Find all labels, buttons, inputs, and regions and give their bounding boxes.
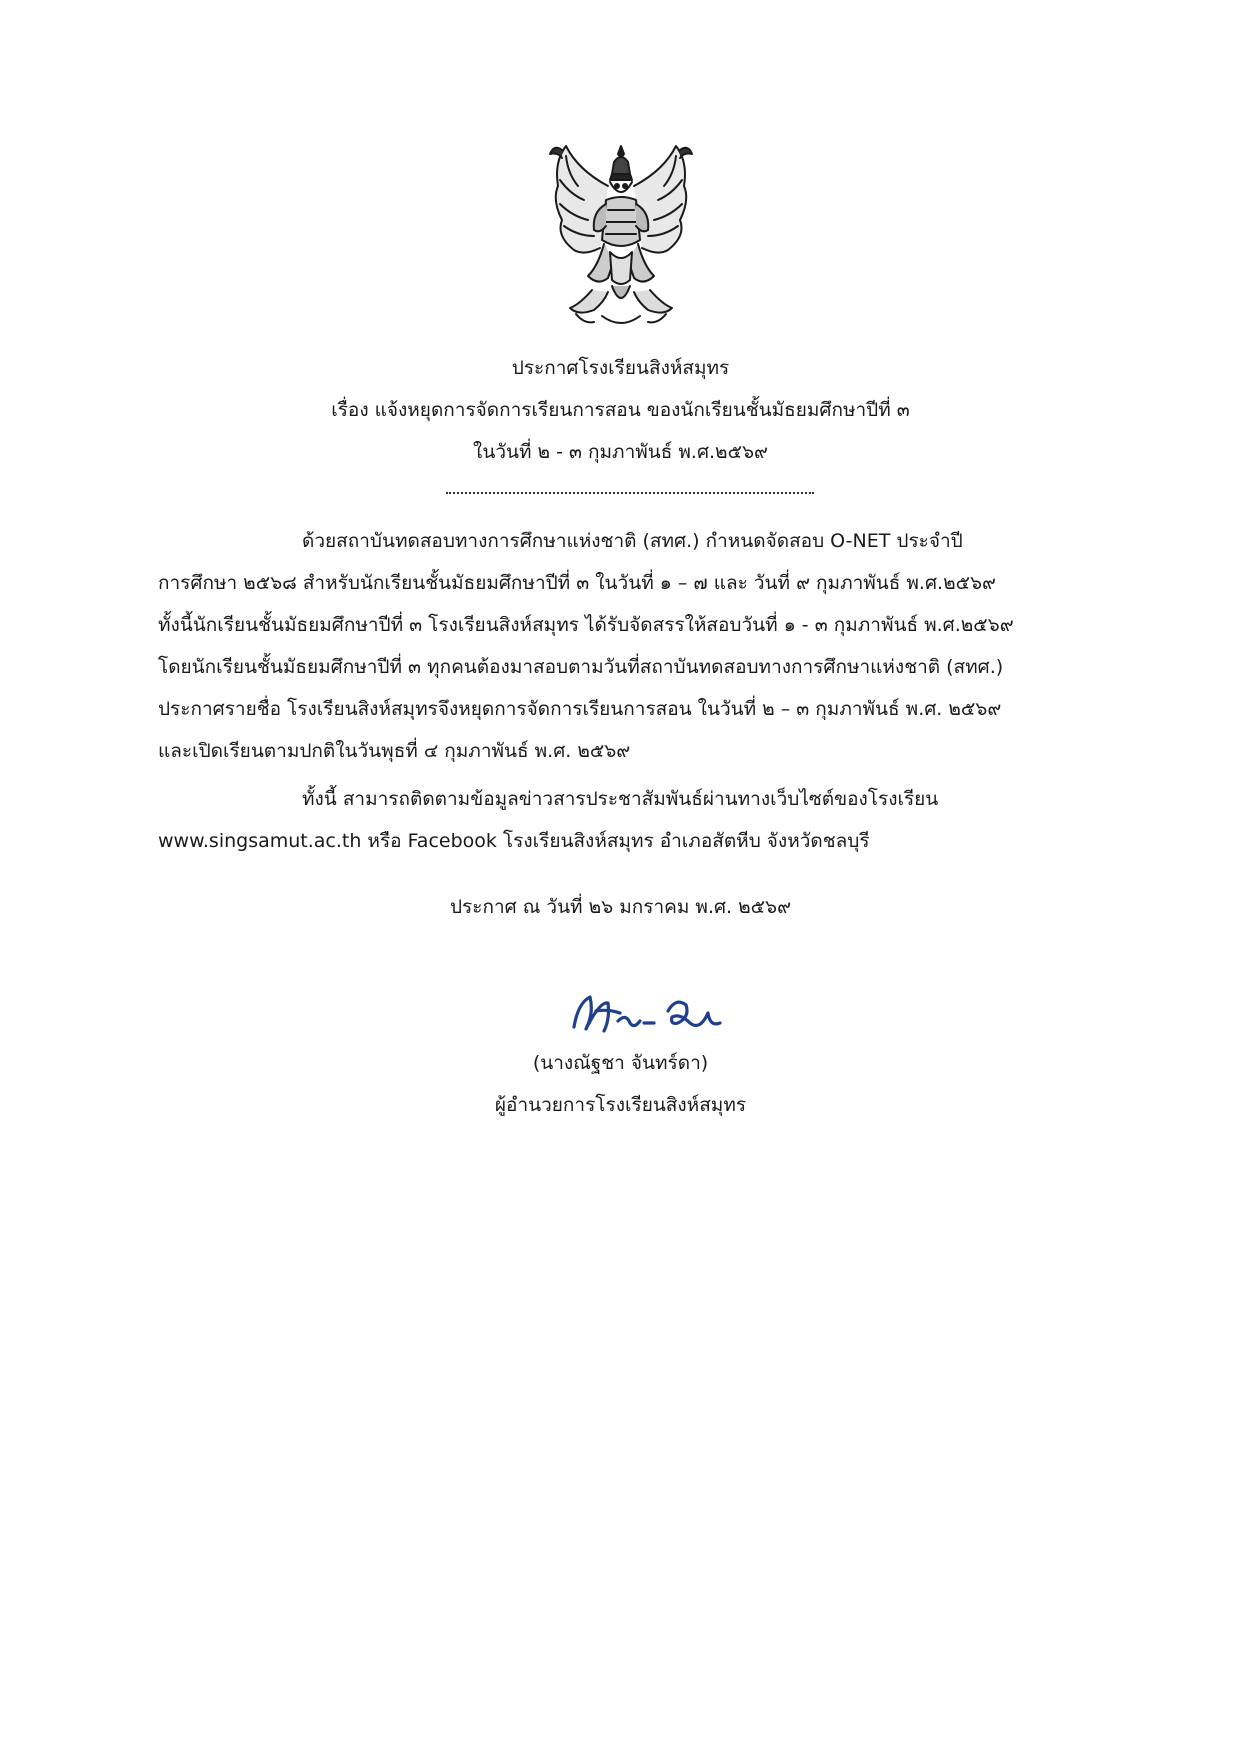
handwritten-signature-icon [560, 983, 730, 1043]
website-line: www.singsamut.ac.th หรือ Facebook โรงเรียนสิงห์สมุทร อำเภอสัตหีบ จังหวัดชลบุรี [158, 830, 870, 852]
signer-name: (นางณัฐชา จันทร์ดา) [532, 1052, 709, 1074]
paragraph-line: โดยนักเรียนชั้นมัธยมศึกษาปีที่ ๓ ทุกคนต้องมาสอบตามวันที่สถาบันทดสอบทางการศึกษาแห่งชาติ (สทศ.) [158, 656, 1004, 678]
paragraph-line: ด้วยสถาบันทดสอบทางการศึกษาแห่งชาติ (สทศ.) กำหนดจัดสอบ O-NET ประจำปี [302, 530, 963, 552]
paragraph-line: ทั้งนี้ สามารถติดตามข้อมูลข่าวสารประชาสัมพันธ์ผ่านทางเว็บไซต์ของโรงเรียน [302, 788, 939, 810]
announcement-date-range: ในวันที่ ๒ - ๓ กุมภาพันธ์ พ.ศ.๒๕๖๙ [473, 441, 768, 463]
paragraph-line: ประกาศรายชื่อ โรงเรียนสิงห์สมุทรจึงหยุดการจัดการเรียนการสอน ในวันที่ ๒ – ๓ กุมภาพันธ์ พ.ศ. ๒๕๖๙ [158, 698, 1002, 720]
signer-title: ผู้อำนวยการโรงเรียนสิงห์สมุทร [494, 1094, 747, 1116]
paragraph-line: และเปิดเรียนตามปกติในวันพุธที่ ๔ กุมภาพันธ์ พ.ศ. ๒๕๖๙ [158, 740, 631, 762]
announcement-subject: เรื่อง แจ้งหยุดการจัดการเรียนการสอน ของนักเรียนชั้นมัธยมศึกษาปีที่ ๓ [331, 399, 910, 421]
garuda-emblem-icon [548, 140, 694, 332]
paragraph-line: ทั้งนี้นักเรียนชั้นมัธยมศึกษาปีที่ ๓ โรงเรียนสิงห์สมุทร ได้รับจัดสรรให้สอบวันที่ ๑ - ๓ กุมภาพันธ์ พ.ศ.๒๕๖๙ [158, 614, 1014, 636]
announcement-title: ประกาศโรงเรียนสิงห์สมุทร [511, 357, 730, 379]
paragraph-line: การศึกษา ๒๕๖๘ สำหรับนักเรียนชั้นมัธยมศึกษาปีที่ ๓ ในวันที่ ๑ – ๗ และ วันที่ ๙ กุมภาพันธ์ พ.ศ.๒๕๖๙ [158, 572, 996, 594]
announcement-issued-date: ประกาศ ณ วันที่ ๒๖ มกราคม พ.ศ. ๒๕๖๙ [449, 896, 792, 918]
header-divider [446, 492, 814, 494]
